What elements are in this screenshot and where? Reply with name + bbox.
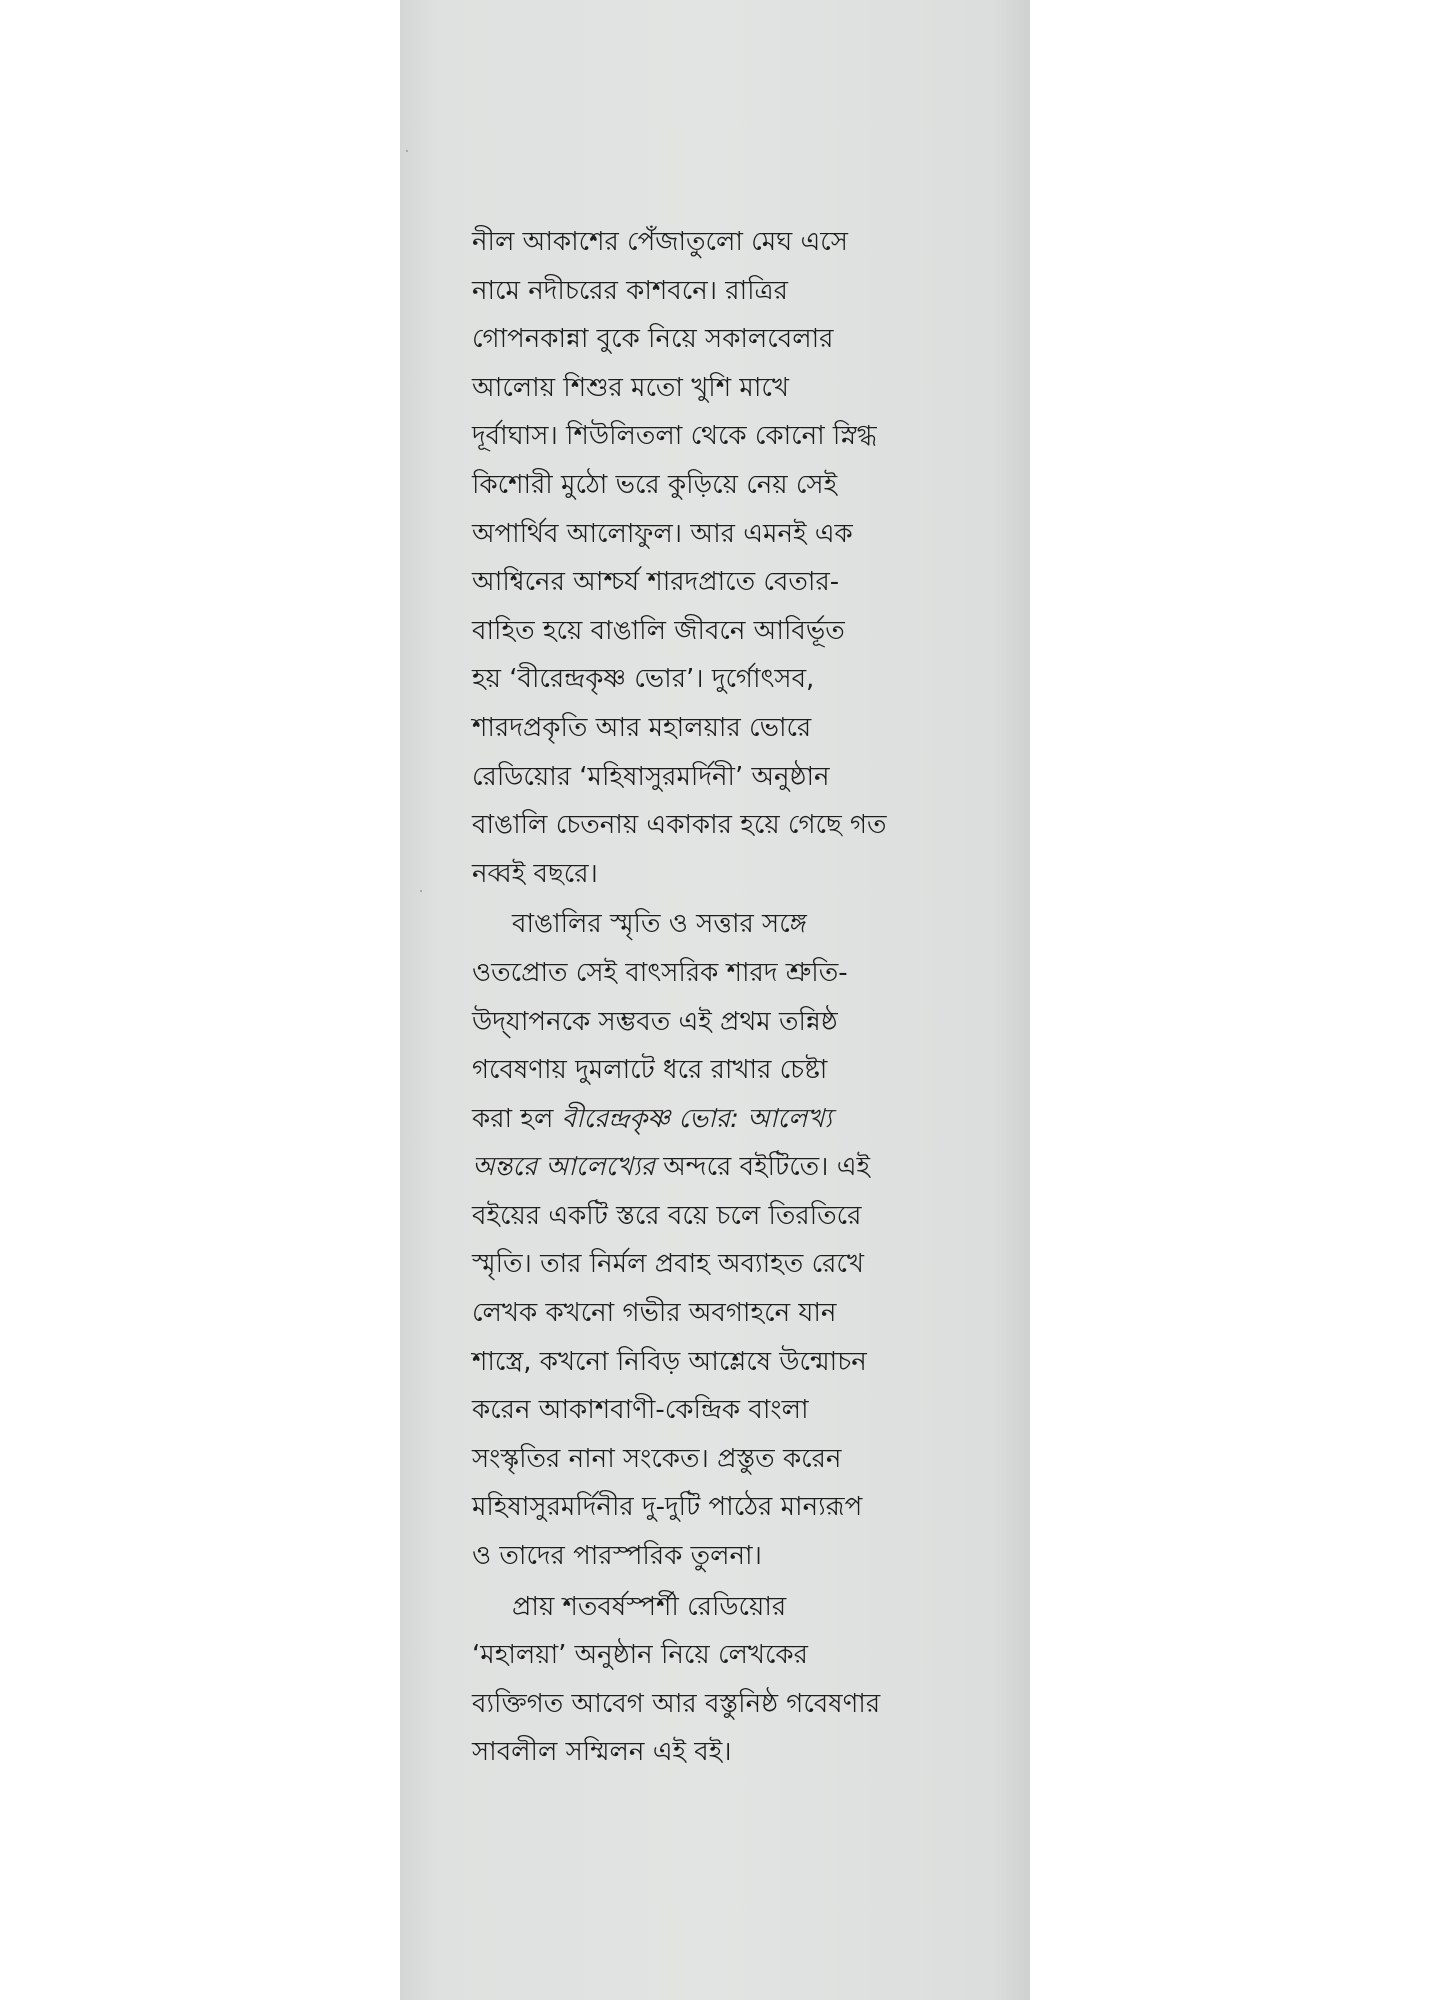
text-line bbox=[472, 655, 992, 704]
text-span: নীল আকাশের পেঁজাতুলো মেঘ এসে bbox=[472, 227, 848, 257]
text-span: ও তাদের পারস্পরিক তুলনা। bbox=[472, 1541, 762, 1572]
text-line bbox=[472, 1046, 992, 1095]
text-span: নব্বই বছরে। bbox=[472, 858, 598, 889]
text-span: শাস্ত্রে, কখনো নিবিড় আশ্লেষে উন্মোচন bbox=[472, 1346, 867, 1377]
text-line bbox=[472, 801, 992, 850]
text-span: রেডিয়োর ‘মহিষাসুরমর্দিনী’ অনুষ্ঠান bbox=[472, 761, 830, 792]
text-line bbox=[472, 510, 992, 559]
text-span: প্রায় শতবর্ষস্পর্শী রেডিয়োর bbox=[512, 1591, 787, 1622]
text-span: কিশোরী মুঠো ভরে কুড়িয়ে নেয় সেই bbox=[472, 469, 838, 500]
text-span: স্মৃতি। তার নির্মল প্রবাহ অব্যাহত রেখে bbox=[472, 1249, 864, 1280]
text-line bbox=[472, 1583, 992, 1632]
text-line bbox=[472, 267, 992, 316]
text-span: বাঙালি চেতনায় একাকার হয়ে গেছে গত bbox=[472, 810, 887, 841]
text-line bbox=[472, 218, 992, 267]
paper-speck bbox=[406, 150, 408, 152]
text-span: আলোয় শিশুর মতো খুশি মাখে bbox=[472, 372, 789, 403]
text-span: বইয়ের একটি স্তরে বয়ে চলে তিরতিরে bbox=[472, 1200, 862, 1231]
text-line bbox=[472, 1386, 992, 1435]
text-span: শারদপ্রকৃতি আর মহালয়ার ভোরে bbox=[472, 712, 812, 743]
text-span: করা হল bbox=[472, 1103, 562, 1134]
text-line bbox=[472, 900, 992, 949]
text-line bbox=[472, 1143, 992, 1192]
text-span: দূর্বাঘাস। শিউলিতলা থেকে কোনো স্নিগ্ধ bbox=[472, 421, 877, 452]
text-line bbox=[472, 412, 992, 461]
text-span: গোপনকান্না বুকে নিয়ে সকালবেলার bbox=[472, 324, 834, 355]
text-span: অন্দরে বইটিতে। এই bbox=[654, 1152, 871, 1183]
text-line bbox=[472, 364, 992, 413]
text-line bbox=[472, 704, 992, 753]
text-span: অপার্থিব আলোফুল। আর এমনই এক bbox=[472, 518, 853, 549]
text-line bbox=[472, 1728, 992, 1777]
text-line bbox=[472, 315, 992, 364]
text-line bbox=[472, 558, 992, 607]
text-line bbox=[472, 850, 992, 899]
text-span: ‘মহালয়া’ অনুষ্ঠান নিয়ে লেখকের bbox=[472, 1640, 808, 1671]
text-line bbox=[472, 1435, 992, 1484]
text-span: বাঙালির স্মৃতি ও সত্তার সঙ্গে bbox=[512, 909, 807, 940]
text-line bbox=[472, 1338, 992, 1387]
text-line bbox=[472, 1240, 992, 1289]
text-line bbox=[472, 1680, 992, 1729]
book-title-italic: অন্তরে আলেখ্যের bbox=[472, 1152, 655, 1183]
text-span: ব্যক্তিগত আবেগ আর বস্তুনিষ্ঠ গবেষণার bbox=[472, 1688, 881, 1719]
text-span: গবেষণায় দুমলাটে ধরে রাখার চেষ্টা bbox=[472, 1055, 828, 1086]
paragraph-2 bbox=[472, 900, 992, 1580]
text-line bbox=[472, 949, 992, 998]
text-line bbox=[472, 461, 992, 510]
text-line bbox=[472, 1192, 992, 1241]
text-span: নামে নদীচরের কাশবনে। রাত্রির bbox=[472, 275, 788, 306]
text-line bbox=[472, 1289, 992, 1338]
text-span: মহিষাসুরমর্দিনীর দু-দুটি পাঠের মান্যরূপ bbox=[472, 1492, 863, 1523]
text-line bbox=[472, 1483, 992, 1532]
text-line bbox=[472, 1095, 992, 1144]
text-span: লেখক কখনো গভীর অবগাহনে যান bbox=[472, 1298, 837, 1329]
text-line bbox=[472, 753, 992, 802]
text-line bbox=[472, 1631, 992, 1680]
text-span: সাবলীল সম্মিলন এই বই। bbox=[472, 1737, 732, 1768]
book-title-italic: বীরেন্দ্রকৃষ্ণ ভোর: আলেখ্য bbox=[561, 1103, 832, 1134]
paragraph-3 bbox=[472, 1583, 992, 1777]
text-span: বাহিত হয়ে বাঙালি জীবনে আবির্ভূত bbox=[472, 615, 845, 646]
paper-speck bbox=[420, 890, 422, 892]
text-span: সংস্কৃতির নানা সংকেত। প্রস্তুত করেন bbox=[472, 1443, 842, 1474]
text-span: হয় ‘বীরেন্দ্রকৃষ্ণ ভোর’। দুর্গোৎসব, bbox=[472, 664, 815, 695]
text-span: করেন আকাশবাণী-কেন্দ্রিক বাংলা bbox=[472, 1395, 809, 1426]
blurb-text bbox=[472, 218, 992, 1777]
text-span: উদ্‌যাপনকে সম্ভবত এই প্রথম তন্নিষ্ঠ bbox=[472, 1006, 838, 1037]
text-span: আশ্বিনের আশ্চর্য শারদপ্রাতে বেতার- bbox=[472, 567, 840, 598]
text-span: ওতপ্রোত সেই বাৎসরিক শারদ শ্রুতি- bbox=[472, 957, 848, 988]
text-line bbox=[472, 998, 992, 1047]
paragraph-1 bbox=[472, 218, 992, 898]
text-line bbox=[472, 607, 992, 656]
text-line bbox=[472, 1532, 992, 1581]
